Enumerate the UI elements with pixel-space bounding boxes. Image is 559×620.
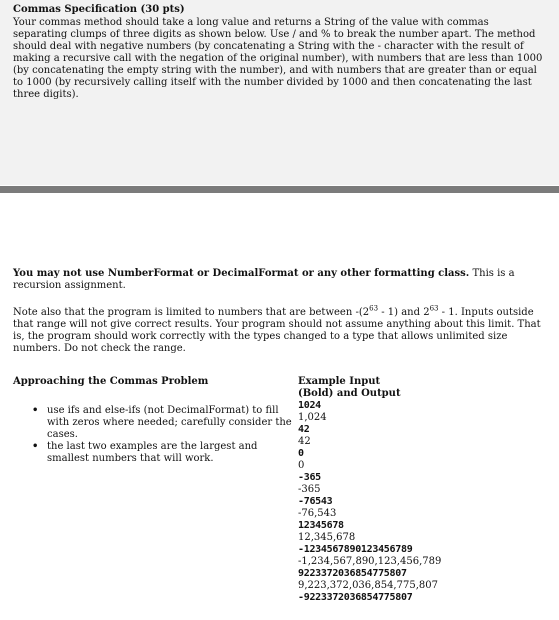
- restriction-plain: This is a recursion assignment.: [13, 268, 515, 291]
- spec-text: Your commas method should take a long value and returns a String of the value with commas separating clumps of three digits as shown below. Use / and % to break the number apart. The method should deal with negative numbers (by concatenating a String with the - character with the result of making a recursive call with the negation of the original number), with numbers that are less than 1000 (by concatenating the empty string with the number), and with numbers that are greater than or equal to 1000 (by recursively calling itself with the number divided by 1000 and then concatenating the last three digits).: [13, 17, 543, 100]
- restriction-paragraph: [13, 268, 543, 292]
- section-divider: [0, 186, 559, 193]
- example-input: -76543: [298, 496, 333, 507]
- bullet-text: use ifs and else-ifs (not DecimalFormat) to fill with zeros where needed; carefully consider the cases.: [47, 405, 292, 440]
- example-input: -365: [298, 472, 321, 483]
- approach-list: [13, 405, 293, 465]
- list-item: [13, 441, 293, 465]
- example-input: -9223372036854775807: [298, 592, 413, 603]
- example-input: -1234567890123456789: [298, 544, 413, 555]
- example-output: 0: [298, 460, 305, 471]
- example-section: [298, 376, 548, 604]
- note-paragraph: [13, 304, 543, 355]
- bullet-icon: •: [32, 405, 39, 416]
- example-input: 12345678: [298, 520, 344, 531]
- example-output: -1,234,567,890,123,456,789: [298, 556, 442, 567]
- note-part3: - 1. Inputs outside that range will not give correct results. Your program should not assume anything about this limit. That is, the program should work correctly with the types changed to a type that allows unlimited size numbers. Do not check the range.: [13, 307, 541, 354]
- example-output: -76,543: [298, 508, 337, 519]
- list-item: [13, 405, 293, 441]
- example-output: 1,024: [298, 412, 327, 423]
- note-part2: - 1) and 2: [378, 307, 430, 318]
- example-input: 0: [298, 448, 304, 459]
- bullet-icon: •: [32, 441, 39, 452]
- approach-heading: Approaching the Commas Problem: [13, 376, 209, 387]
- example-heading: Example Input (Bold) and Output: [298, 376, 401, 399]
- example-list: [298, 400, 548, 604]
- spec-block: [13, 4, 543, 101]
- example-input: 9223372036854775807: [298, 568, 407, 579]
- approach-section: [13, 376, 293, 465]
- bullet-text: the last two examples are the largest and smallest numbers that will work.: [47, 441, 258, 464]
- example-input: 1024: [298, 400, 321, 411]
- note-part1: Note also that the program is limited to numbers that are between -(2: [13, 307, 370, 318]
- note-exp2: 63: [429, 304, 439, 313]
- restriction-bold: You may not use NumberFormat or DecimalFormat or any other formatting class.: [13, 268, 470, 279]
- example-input: 42: [298, 424, 310, 435]
- example-output: -365: [298, 484, 321, 495]
- note-exp1: 63: [369, 304, 379, 313]
- example-output: 42: [298, 436, 311, 447]
- example-output: 12,345,678: [298, 532, 356, 543]
- spec-title: Commas Specification (30 pts): [13, 4, 185, 15]
- example-output: 9,223,372,036,854,775,807: [298, 580, 438, 591]
